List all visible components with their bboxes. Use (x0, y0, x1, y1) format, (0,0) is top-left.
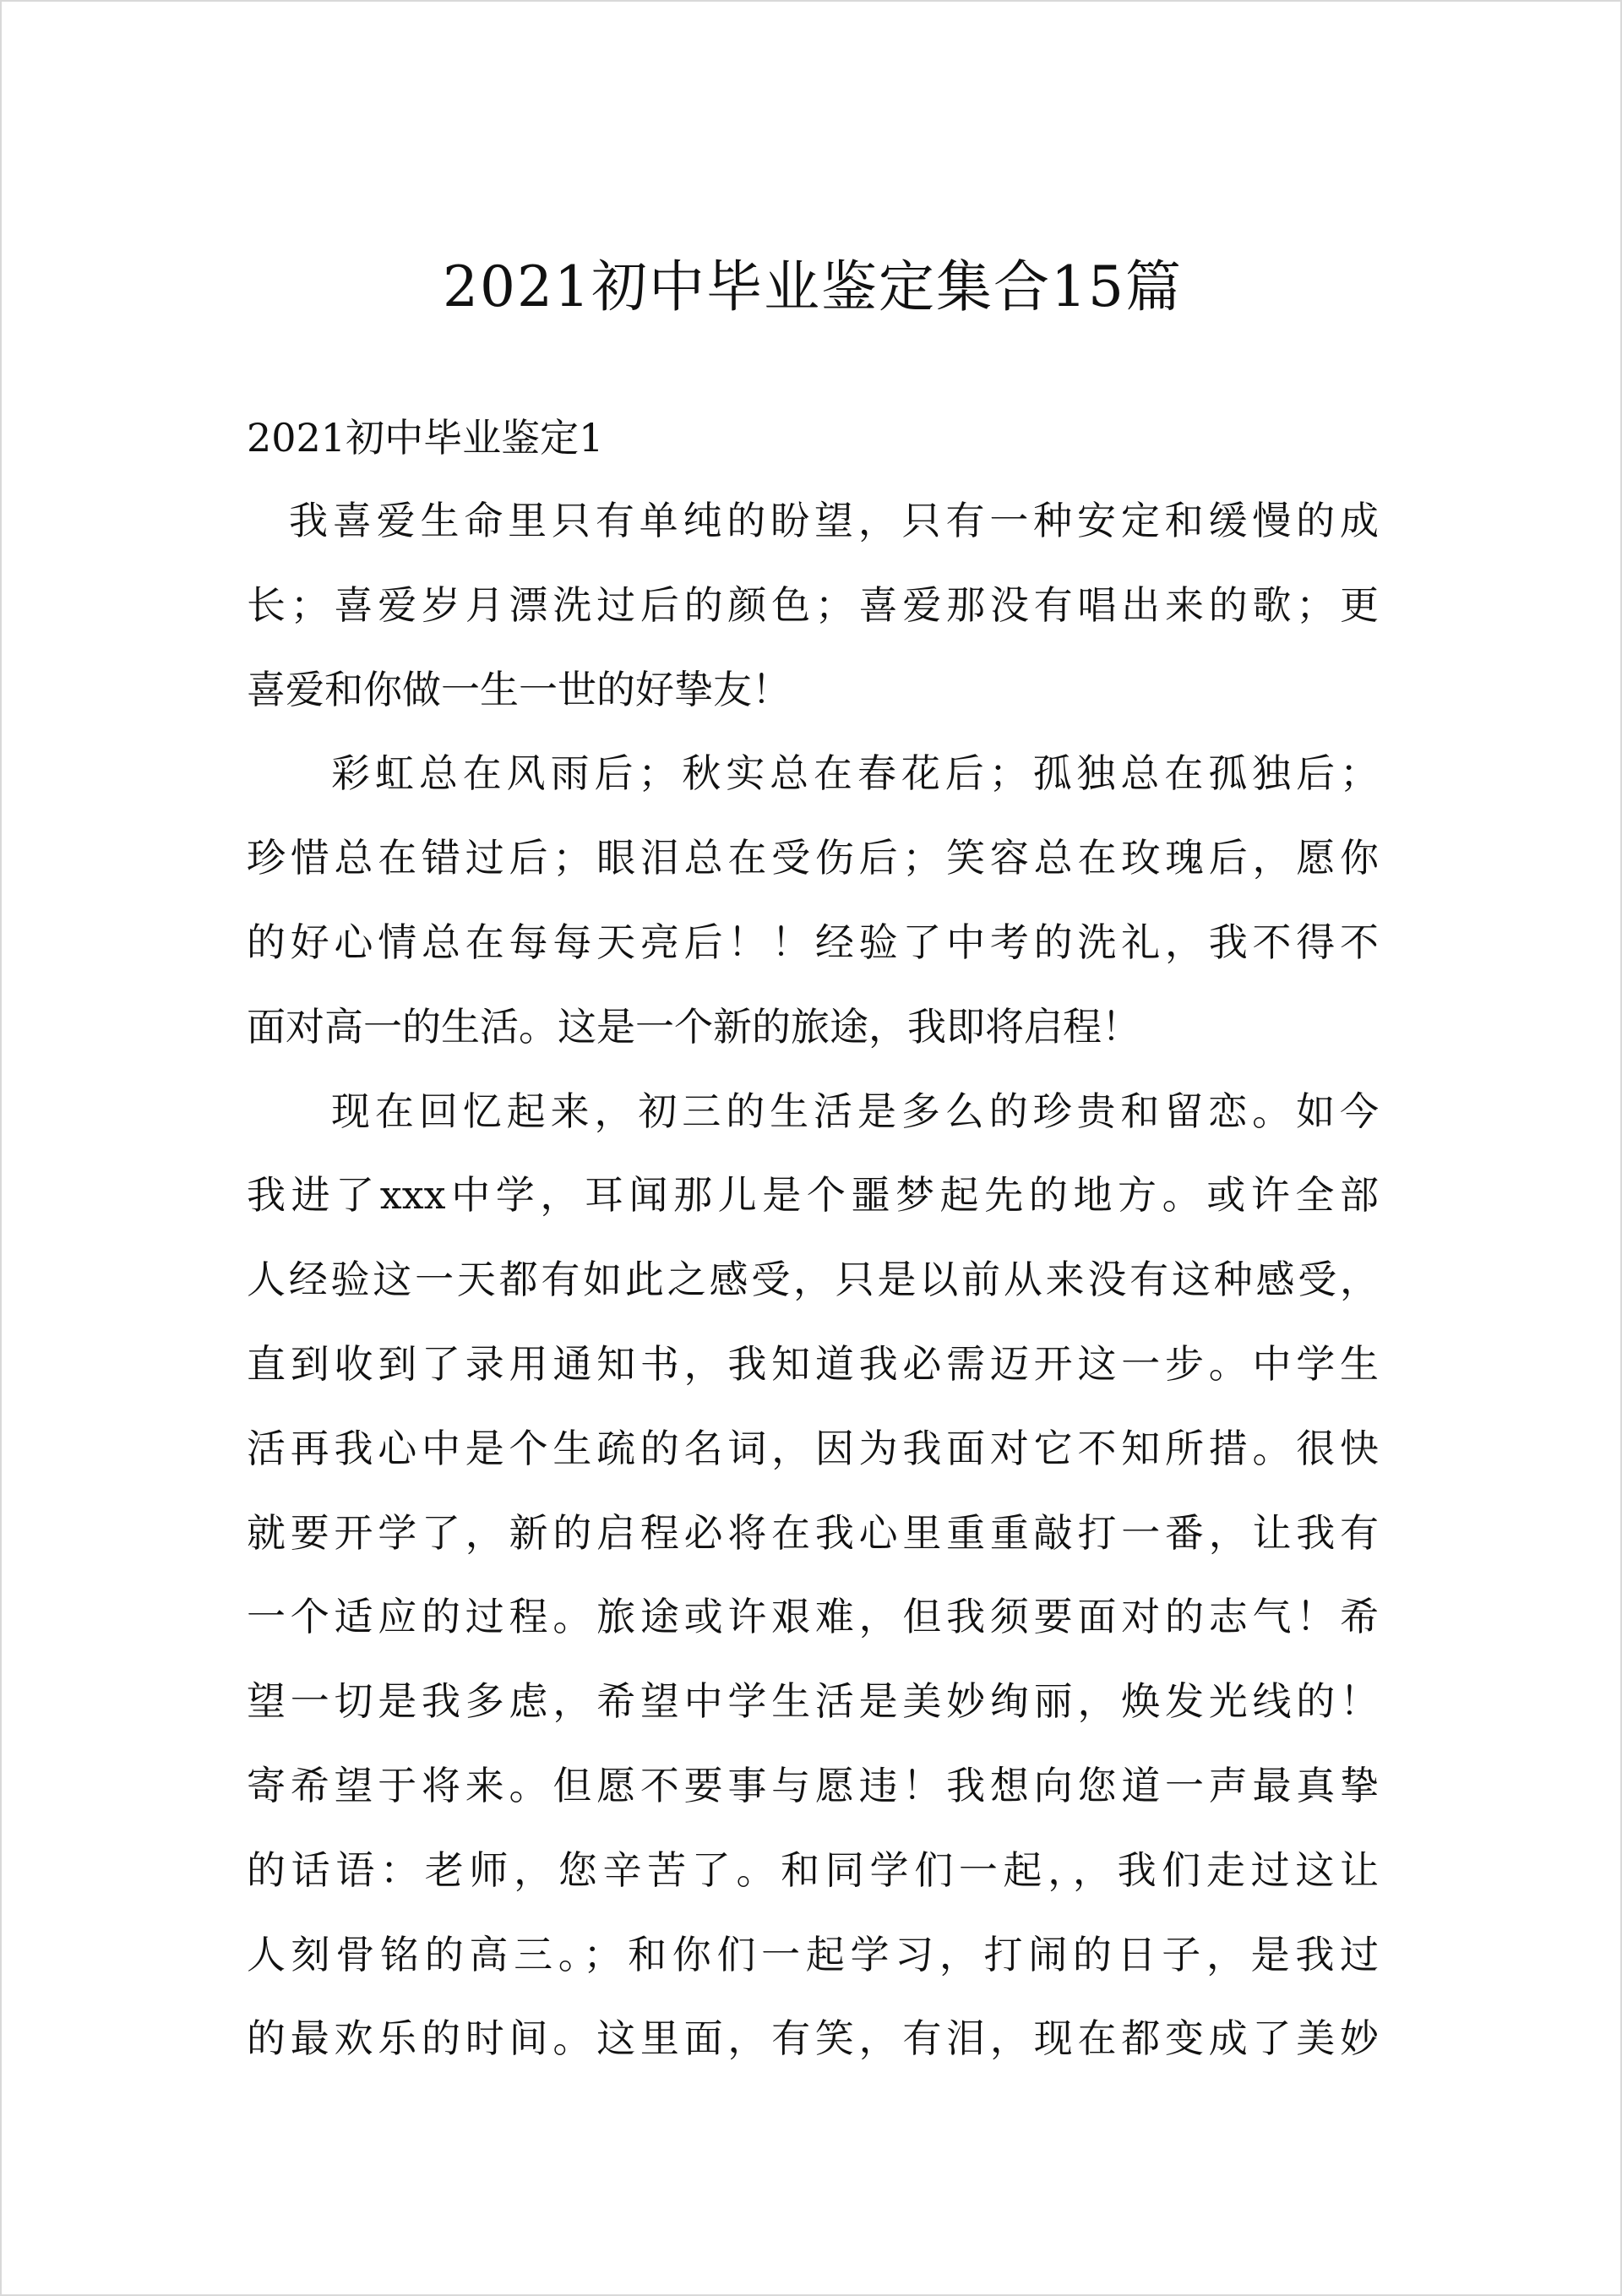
body-line-8: 现在回忆起来，初三的生活是多么的珍贵和留恋。如今 (331, 1088, 1379, 1134)
body-line-6: 的好心情总在每每天亮后！！经验了中考的洗礼，我不得不 (247, 919, 1379, 965)
body-line-9: 我进了xxx中学，耳闻那儿是个噩梦起先的地方。或许全部 (247, 1172, 1379, 1219)
document-body (247, 487, 1379, 2089)
body-line-16: 寄希望于将来。但愿不要事与愿违！我想向您道一声最真挚 (247, 1762, 1379, 1808)
body-line-1: 我喜爱生命里只有单纯的盼望，只有一种安定和缓慢的成 (289, 498, 1379, 543)
body-line-13: 就要开学了，新的启程必将在我心里重重敲打一番，让我有 (247, 1509, 1379, 1556)
body-line-4: 彩虹总在风雨后；秋实总在春花后；孤独总在孤独后； (331, 750, 1379, 797)
body-line-10: 人经验这一天都有如此之感受，只是以前从来没有这种感受， (247, 1257, 1379, 1303)
body-line-11: 直到收到了录用通知书，我知道我必需迈开这一步。中学生 (247, 1340, 1379, 1387)
body-line-19: 的最欢乐的时间。这里面，有笑，有泪，现在都变成了美妙 (247, 2015, 1379, 2062)
body-line-5: 珍惜总在错过后；眼泪总在受伤后；笑容总在玫瑰后，愿你 (247, 835, 1379, 881)
body-line-15: 望一切是我多虑，希望中学生活是美妙绚丽，焕发光线的！ (247, 1678, 1379, 1725)
body-line-14: 一个适应的过程。旅途或许艰难，但我须要面对的志气！希 (247, 1594, 1379, 1640)
body-line-7: 面对高一的生活。这是一个新的旅途，我即将启程！ (247, 1003, 1140, 1050)
body-line-17: 的话语：老师，您辛苦了。和同学们一起，，我们走过这让 (247, 1846, 1379, 1893)
document-title: 2021初中毕业鉴定集合15篇 (443, 254, 1183, 319)
body-line-12: 活再我心中是个生疏的名词，因为我面对它不知所措。很快 (247, 1425, 1379, 1471)
body-line-18: 人刻骨铭的高三。；和你们一起学习，打闹的日子，是我过 (247, 1931, 1379, 1977)
section-heading: 2021初中毕业鉴定1 (247, 415, 604, 461)
body-line-2: 长；喜爱岁月漂洗过后的颜色；喜爱那没有唱出来的歌；更 (247, 581, 1379, 628)
body-line-3: 喜爱和你做一生一世的好挚友！ (247, 666, 791, 712)
